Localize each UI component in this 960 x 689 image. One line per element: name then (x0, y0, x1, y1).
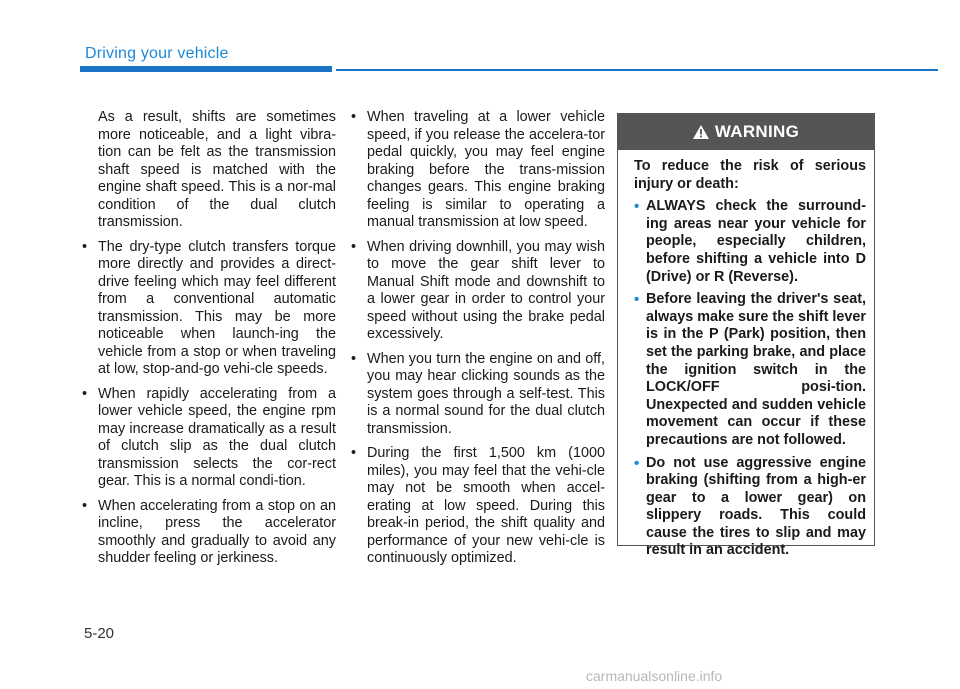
bullet-icon: • (82, 385, 88, 402)
warning-intro: To reduce the risk of serious injury or death: (634, 158, 866, 192)
header-rule-thin (336, 69, 938, 71)
text-column-1 (80, 109, 336, 568)
list-item (349, 109, 605, 232)
bullet-icon: • (634, 454, 640, 472)
warning-item-text: Before leaving the driver's seat, always make sure the shift lever is in the P (Park) position, then set the parking brake, and place the ignition switch in the LOCK/OFF posi-tion. Unexpected and sudden vehicle movement can occur if these precautions are not followed. (646, 291, 866, 448)
list-item-text: When rapidly accelerating from a lower vehicle speed, the engine rpm may increase dramatically as a result of clutch slip as the dual clutch transmission selects the cor-rect gear. This is a normal condi-tion. (98, 385, 336, 489)
warning-item (634, 455, 866, 561)
list-item-text: When accelerating from a stop on an incline, press the accelerator smoothly and gradually to avoid any shudder feeling or jerkiness. (98, 497, 336, 566)
bullet-list (80, 239, 336, 568)
warning-box (617, 113, 875, 559)
warning-body (618, 150, 874, 560)
warning-item-text: Do not use aggressive engine braking (shifting from a high-er gear to a lower gear) on slippery roads. This could cause the tires to slip and may result in an accident. (646, 454, 866, 559)
bullet-icon: • (351, 350, 357, 367)
list-item-text: The dry-type clutch transfers torque more directly and provides a direct-drive feeling which may feel different from a conventional automatic transmission. This may be more noticeable when launch-ing the vehicle from a stop or when traveling at low, stop-and-go vehi-cle speeds. (98, 238, 336, 377)
list-item (80, 239, 336, 379)
page-number: 5-20 (84, 625, 115, 642)
bullet-icon: • (82, 497, 88, 514)
list-item-text: When you turn the engine on and off, you may hear clicking sounds as the system goes through a self-test. This is a normal sound for the dual clutch transmission. (367, 350, 605, 437)
warning-title: WARNING (714, 122, 800, 141)
list-item (349, 239, 605, 344)
bullet-icon: • (351, 238, 357, 255)
warning-item-text: ALWAYS check the surround-ing areas near your vehicle for people, especially children, before shifting a vehicle into D (Drive) or R (Reverse). (646, 198, 866, 285)
warning-header (618, 114, 874, 150)
warning-triangle-icon (693, 125, 709, 139)
text-column-2 (349, 109, 605, 568)
list-item-text: During the first 1,500 km (1000 miles), you may feel that the vehi-cle may not be smooth when accel-erating at low speed. During this break-in period, the shift quality and performance of your new vehi-cle is continuously optimized. (367, 445, 605, 566)
intro-paragraph: As a result, shifts are sometimes more noticeable, and a light vibra-tion can be felt as the transmission shaft speed is matched with the engine shaft speed. This is a nor-mal condition of the dual clutch transmission. (98, 109, 336, 230)
list-item-text: When driving downhill, you may wish to move the gear shift lever to Manual Shift mode and downshift to a lower gear in order to control your speed without using the brake pedal excessively. (367, 238, 605, 342)
warning-item (634, 198, 866, 286)
list-item-text: When traveling at a lower vehicle speed, if you release the accelera-tor pedal quickly, you may feel engine braking before the trans-mission changes gears. This engine braking feeling is similar to operating a manual transmission at low speed. (367, 109, 605, 230)
bullet-icon: • (351, 445, 357, 461)
bullet-list (349, 109, 605, 568)
warning-list (634, 198, 866, 560)
bullet-icon: • (634, 198, 640, 216)
list-item (349, 351, 605, 439)
bullet-icon: • (634, 291, 640, 309)
bullet-icon: • (351, 109, 357, 125)
warning-item (634, 291, 866, 449)
list-item (349, 445, 605, 568)
bullet-icon: • (82, 238, 88, 255)
list-item (80, 498, 336, 568)
list-item (80, 386, 336, 491)
section-title: Driving your vehicle (85, 45, 229, 62)
watermark[interactable]: carmanualsonline.info (586, 668, 723, 684)
header-rule-thick (80, 66, 332, 72)
